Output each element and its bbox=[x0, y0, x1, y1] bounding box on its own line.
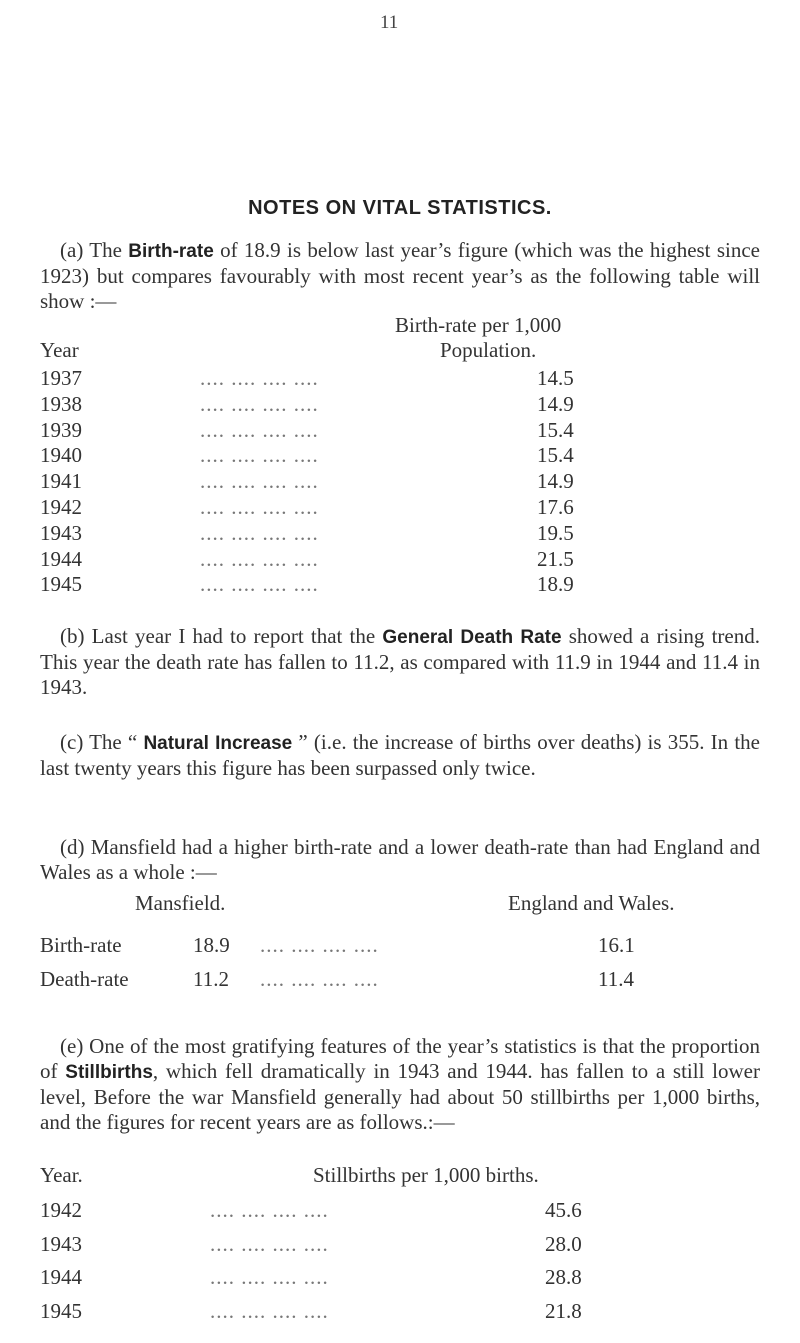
compare-row-label: Death-rate bbox=[40, 967, 129, 991]
bold-term-birth-rate: Birth-rate bbox=[128, 241, 214, 262]
dot-leader: .... .... .... .... bbox=[200, 572, 319, 597]
birth-table-year: 1943 bbox=[40, 520, 82, 545]
dot-leader: .... .... .... .... bbox=[200, 546, 319, 571]
birth-table-year: 1942 bbox=[40, 495, 82, 519]
birth-table-value: 14.9 bbox=[537, 469, 574, 494]
birth-table-year: 1939 bbox=[40, 417, 82, 442]
paragraph-d: (d) Mansfield had a higher birth-rate and a lower death-rate than had England and Wales as a whole :— bbox=[40, 835, 760, 884]
dot-leader: .... .... .... .... bbox=[210, 1231, 329, 1256]
birth-table-year: 1940 bbox=[40, 443, 82, 468]
dot-leader: .... .... .... .... bbox=[200, 495, 319, 519]
compare-england-value: 16.1 bbox=[598, 933, 635, 957]
still-table-header-year: Year. bbox=[40, 1163, 83, 1187]
still-table-year: 1945 bbox=[40, 1298, 82, 1323]
birth-table-header-right-1: Birth-rate per 1,000 bbox=[395, 313, 562, 337]
birth-table-value: 18.9 bbox=[537, 572, 574, 597]
still-table-header-right: Stillbirths per 1,000 births. bbox=[313, 1163, 539, 1187]
bold-term-natural-increase: Natural Increase bbox=[143, 733, 293, 754]
paragraph-c: (c) The “ Natural Increase ” (i.e. the increase of births over deaths) is 355. In the last twenty years this figure has been surpassed only twice. bbox=[40, 730, 760, 780]
still-table-value: 21.8 bbox=[545, 1298, 582, 1323]
dot-leader: .... .... .... .... bbox=[260, 967, 379, 991]
birth-table-value: 19.5 bbox=[537, 520, 574, 545]
paragraph-a: (a) The Birth-rate of 18.9 is below last year’s figure (which was the highest since 1923) but compares favourably with most recent year’s as the following table will show :— bbox=[40, 238, 761, 313]
birth-table-header-right-2: Population. bbox=[440, 338, 537, 362]
still-table-year: 1943 bbox=[40, 1231, 82, 1256]
birth-table-value: 15.4 bbox=[537, 443, 574, 468]
dot-leader: .... .... .... .... bbox=[200, 520, 319, 545]
still-table-year: 1944 bbox=[40, 1265, 82, 1289]
page-number: 11 bbox=[380, 12, 399, 33]
dot-leader: .... .... .... .... bbox=[200, 391, 319, 416]
dot-leader: .... .... .... .... bbox=[210, 1265, 329, 1289]
birth-table-year: 1938 bbox=[40, 391, 82, 416]
paragraph-b: (b) Last year I had to report that the General Death Rate showed a rising trend. This year the death rate has fallen to 11.2, as compared with 11.9 in 1944 and 11.4 in 1943. bbox=[40, 624, 760, 699]
compare-row-label: Birth-rate bbox=[40, 933, 122, 957]
birth-table-header-year: Year bbox=[40, 338, 79, 362]
paragraph-e: (e) One of the most gratifying features of the year’s statistics is that the proportion of Stillbirths, which fell dramatically in 1943 and 1944. has fallen to a still lower level, Before the war Mansfield generally had about 50 stillbirths per 1,000 births, and the figures for recent years are as follows.:— bbox=[40, 1034, 760, 1134]
dot-leader: .... .... .... .... bbox=[200, 366, 319, 390]
birth-table-value: 14.9 bbox=[537, 391, 574, 416]
still-table-value: 28.0 bbox=[545, 1231, 582, 1256]
compare-col-mansfield: Mansfield. bbox=[135, 891, 226, 915]
still-table-value: 28.8 bbox=[545, 1265, 582, 1289]
page-title: NOTES ON VITAL STATISTICS. bbox=[248, 197, 552, 219]
bold-term-stillbirths: Stillbirths bbox=[65, 1062, 153, 1083]
dot-leader: .... .... .... .... bbox=[200, 469, 319, 494]
birth-table-year: 1941 bbox=[40, 469, 82, 494]
birth-table-value: 15.4 bbox=[537, 417, 574, 442]
dot-leader: .... .... .... .... bbox=[260, 933, 379, 957]
compare-mansfield-value: 11.2 bbox=[193, 967, 229, 991]
birth-table-value: 17.6 bbox=[537, 495, 574, 519]
birth-table-year: 1945 bbox=[40, 572, 82, 597]
dot-leader: .... .... .... .... bbox=[200, 443, 319, 468]
birth-table-year: 1937 bbox=[40, 366, 82, 390]
birth-table-year: 1944 bbox=[40, 546, 82, 571]
compare-col-england: England and Wales. bbox=[508, 891, 675, 915]
birth-table-value: 21.5 bbox=[537, 546, 574, 571]
bold-term-death-rate: General Death Rate bbox=[382, 627, 562, 648]
birth-table-value: 14.5 bbox=[537, 366, 574, 390]
compare-mansfield-value: 18.9 bbox=[193, 933, 230, 957]
dot-leader: .... .... .... .... bbox=[200, 417, 319, 442]
still-table-value: 45.6 bbox=[545, 1198, 582, 1222]
dot-leader: .... .... .... .... bbox=[210, 1198, 329, 1222]
compare-england-value: 11.4 bbox=[598, 967, 634, 991]
dot-leader: .... .... .... .... bbox=[210, 1298, 329, 1323]
still-table-year: 1942 bbox=[40, 1198, 82, 1222]
